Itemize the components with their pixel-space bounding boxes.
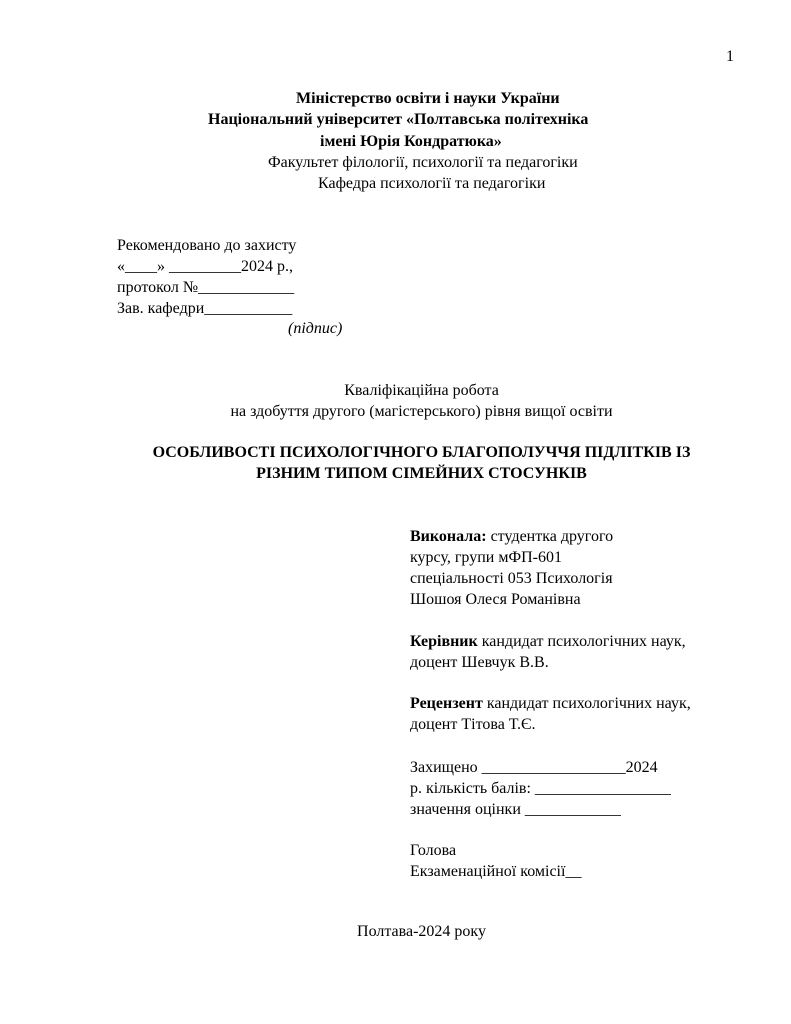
ministry-name: Міністерство освіти і науки України (296, 90, 560, 107)
city-year: Полтава-2024 року (357, 923, 486, 940)
commission-line1: Голова (410, 842, 457, 859)
reviewer-line1 (410, 696, 691, 712)
author-line1 (410, 529, 613, 545)
work-title-line2: РІЗНИМ ТИПОМ СІМЕЙНИХ СТОСУНКІВ (256, 465, 587, 482)
supervisor-label: Керівник (410, 633, 478, 650)
university-name-line1: Національний університет «Полтавська політехніка (208, 111, 589, 128)
reviewer-label: Рецензент (410, 695, 483, 712)
reviewer-line1-rest: кандидат психологічних наук, (482, 695, 691, 712)
recommendation-line1: Рекомендовано до захисту (117, 237, 297, 254)
work-type: Кваліфікаційна робота (344, 382, 499, 399)
defense-line1: Захищено __________________2024 (410, 759, 658, 776)
department-name: Кафедра психології та педагогіки (318, 175, 546, 192)
commission-line2: Екзаменаційної комісії__ (410, 863, 582, 880)
author-name: Шошоя Олеся Романівна (410, 591, 581, 608)
supervisor-line1 (410, 634, 686, 650)
author-label: Виконала: (410, 528, 487, 545)
supervisor-name: доцент Шевчук В.В. (410, 654, 549, 671)
work-degree: на здобуття другого (магістерського) рівня вищої освіти (230, 403, 613, 420)
work-title-line1: ОСОБЛИВОСТІ ПСИХОЛОГІЧНОГО БЛАГОПОЛУЧЧЯ ПІДЛІТКІВ ІЗ (152, 444, 691, 461)
signature-hint: (підпис) (288, 320, 343, 337)
recommendation-line3: протокол №____________ (117, 279, 295, 296)
author-line1-rest: студентка другого (486, 528, 614, 545)
page-number: 1 (726, 48, 734, 65)
supervisor-line1-rest: кандидат психологічних наук, (477, 633, 686, 650)
faculty-name: Факультет філології, психології та педагогіки (268, 154, 578, 171)
defense-score: р. кількість балів: _________________ (410, 780, 671, 797)
university-name-line2: імені Юрія Кондратюка» (320, 133, 502, 150)
author-line3: спеціальності 053 Психологія (410, 570, 613, 587)
recommendation-line4: Зав. кафедри___________ (117, 300, 293, 317)
author-line2: курсу, групи мФП-601 (410, 549, 562, 566)
defense-grade: значення оцінки ____________ (410, 801, 621, 818)
reviewer-name: доцент Тітова Т.Є. (410, 716, 536, 733)
recommendation-line2: «____» _________2024 р., (117, 258, 293, 275)
